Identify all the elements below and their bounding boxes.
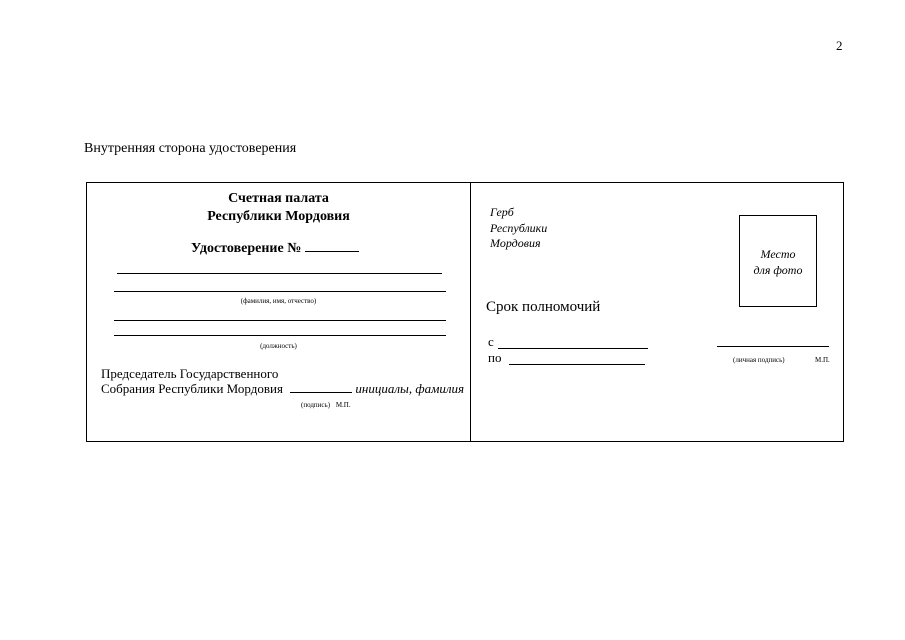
photo-label-line2: для фото (753, 263, 803, 277)
term-from-label: с (488, 334, 494, 349)
personal-signature-line (717, 346, 829, 347)
chairman-sign-caption: (подпись) (301, 401, 331, 409)
page-number: 2 (836, 38, 843, 53)
fio-caption: (фамилия, имя, отчество) (240, 297, 317, 305)
certificate-number-blank (305, 251, 359, 252)
chairman-line2: Собрания Республики Мордовия (101, 381, 283, 396)
term-from-blank (498, 348, 648, 349)
fio-line-2 (114, 291, 446, 292)
certificate-number-row (191, 241, 359, 257)
certificate-number-label: Удостоверение № (191, 241, 302, 256)
term-to-blank (509, 364, 645, 365)
certificate-inner-side (86, 182, 844, 442)
personal-sign-caption: (личная подпись) (733, 356, 785, 364)
emblem-line2: Республики (490, 221, 548, 235)
fio-line-1 (117, 273, 442, 274)
term-to-row (488, 350, 501, 366)
position-line-1 (114, 320, 446, 321)
position-line-2 (114, 335, 446, 336)
org-name-line2: Республики Мордовия (207, 209, 350, 224)
photo-label-line1: Место (760, 247, 796, 261)
emblem-line3: Мордовия (490, 236, 541, 250)
page-heading: Внутренняя сторона удостоверения (84, 141, 297, 156)
card-fold-divider (470, 183, 471, 441)
chairman-signature-blank (290, 392, 352, 393)
term-label: Срок полномочий (486, 299, 601, 315)
org-name-line1: Счетная палата (228, 191, 329, 206)
chairman-sign-caption-row (301, 401, 351, 409)
term-from-row (488, 334, 494, 350)
right-seal-mark: М.П. (815, 356, 830, 364)
chairman-row (101, 381, 464, 397)
photo-placeholder (739, 215, 817, 307)
chairman-line1: Председатель Государственного (101, 366, 279, 381)
position-caption: (должность) (260, 342, 297, 350)
term-to-label: по (488, 350, 502, 365)
chairman-initials: инициалы, фамилия (355, 381, 465, 396)
emblem-line1: Герб (490, 205, 514, 219)
left-seal-mark: М.П. (335, 401, 351, 409)
